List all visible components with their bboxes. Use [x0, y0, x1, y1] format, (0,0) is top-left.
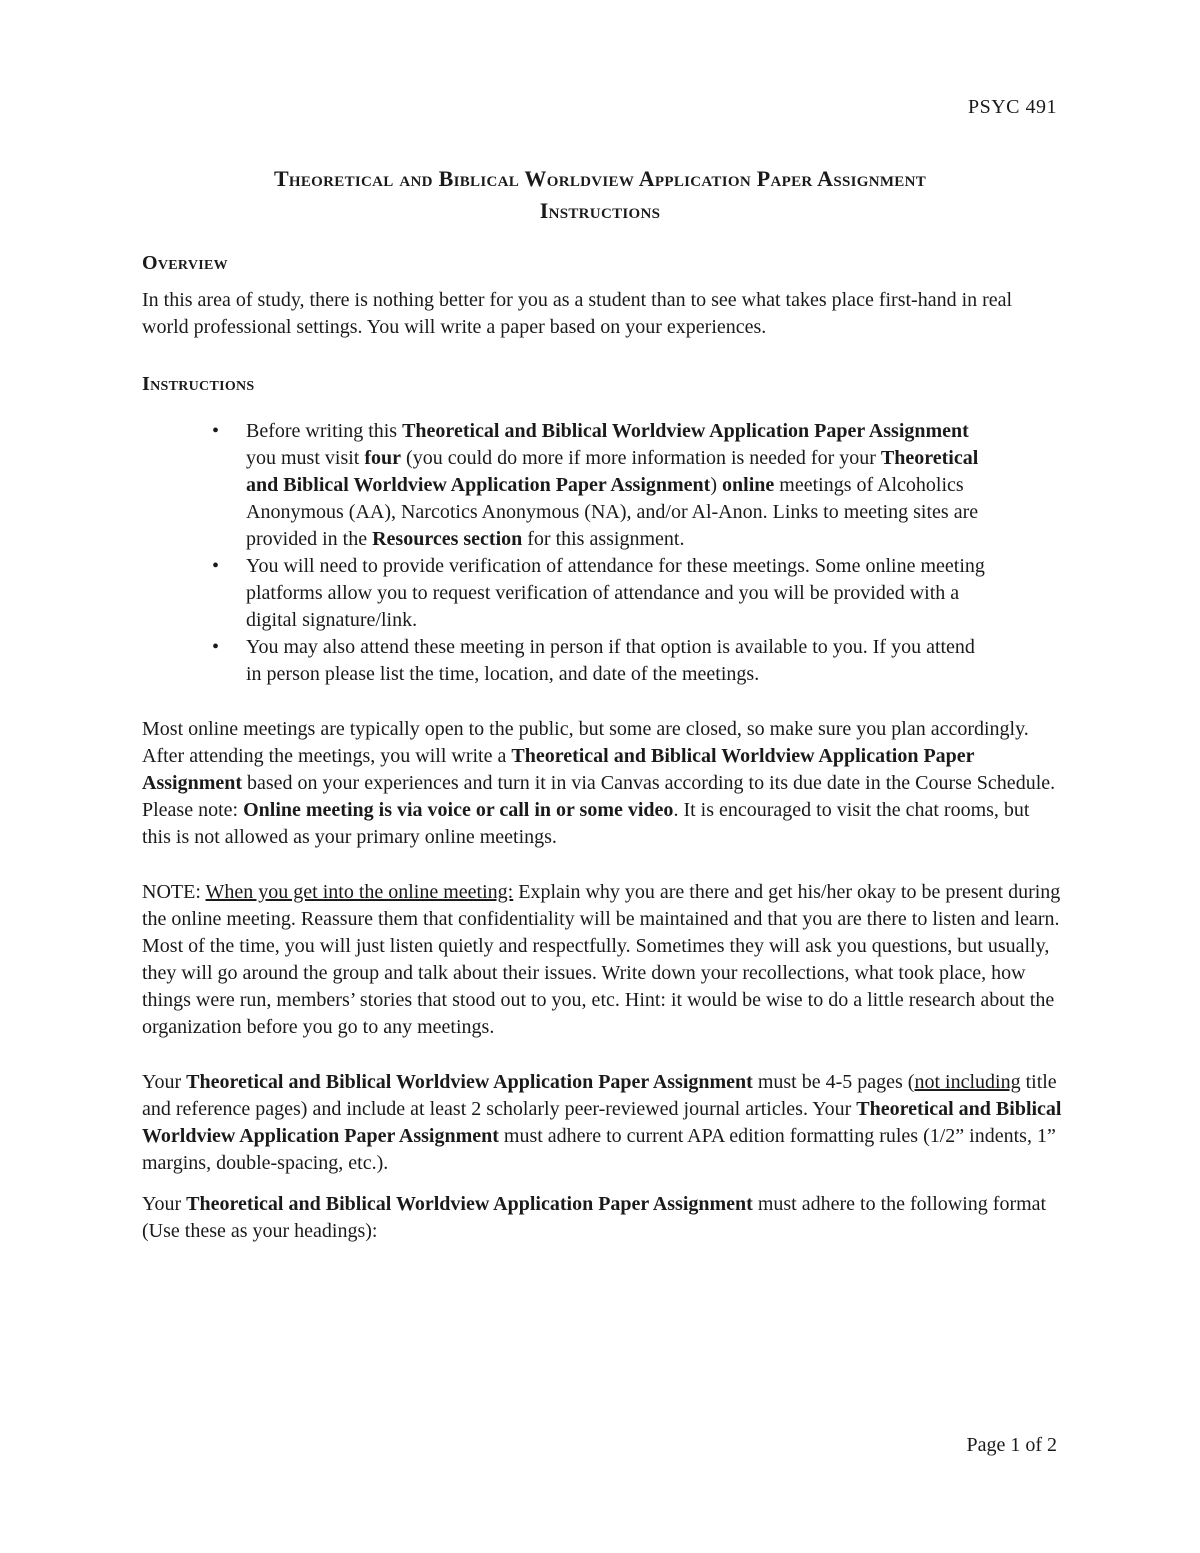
- text-segment: Your: [142, 1071, 187, 1093]
- bold-resources-section: Resources section: [372, 528, 523, 550]
- bullet-text-segment: Before writing this: [246, 420, 403, 442]
- bullet-text-segment: ): [710, 474, 723, 496]
- bold-online: online: [722, 474, 775, 496]
- bold-assignment-name: Theoretical and Biblical Worldview Application Paper Assignment: [186, 1071, 753, 1093]
- underlined-phrase: When you get into the online meeting:: [205, 881, 514, 903]
- bold-online-meeting-note: Online meeting is via voice or call in or some video: [243, 799, 674, 821]
- list-item: [142, 553, 986, 634]
- format-paragraph: [142, 1191, 1062, 1245]
- instructions-bullet-list: [142, 418, 1062, 688]
- text-segment: must adhere to current APA edition formatting rules (1/2” indents, 1” margins, double-spacing, etc.).: [142, 1125, 1056, 1174]
- bold-assignment-name: Theoretical and Biblical Worldview Application Paper Assignment: [246, 447, 979, 496]
- instructions-heading: Instructions: [142, 373, 255, 395]
- bold-four: four: [364, 447, 402, 469]
- bullet-text: You may also attend these meeting in person if that option is available to you. If you attend in person please list the time, location, and date of the meetings.: [246, 636, 975, 685]
- list-item: [142, 634, 986, 688]
- bold-assignment-name: Theoretical and Biblical Worldview Application Paper Assignment: [186, 1193, 753, 1215]
- note-paragraph: [142, 879, 1062, 1041]
- text-segment: Most online meetings are typically open to the public, but some are closed, so make sure you plan accordingly. After attending the meetings, you will write a: [142, 718, 1029, 767]
- bullet-icon: •: [212, 555, 220, 577]
- length-requirements-paragraph: [142, 1069, 1062, 1177]
- text-segment: Explain why you are there and get his/her okay to be present during the online meeting. Reassure them that confidentiality will be maintained and that you are there to listen and learn. Most of the time, you will just listen quietly and respectfully. Sometimes they will ask you questions, but usually, they will go around the group and talk about their issues. Write down your recollections, what took place, how things were run, members’ stories that stood out to you, etc. Hint: it would be wise to do a little research about the organization before you go to any meetings.: [142, 881, 1061, 1038]
- text-segment: NOTE:: [142, 881, 206, 903]
- overview-heading: Overview: [142, 252, 228, 274]
- document-title: [120, 163, 1080, 227]
- text-segment: Your: [142, 1193, 187, 1215]
- page-number-footer: Page 1 of 2: [966, 1434, 1057, 1456]
- text-segment: . It is encouraged to visit the chat rooms, but this is not allowed as your primary online meetings.: [142, 799, 1030, 848]
- overview-paragraph: In this area of study, there is nothing better for you as a student than to see what takes place first-hand in real world professional settings. You will write a paper based on your experiences.: [142, 289, 1013, 338]
- underlined-phrase: not including: [914, 1071, 1021, 1093]
- document-body: [142, 250, 1062, 1245]
- title-line-1: Theoretical and Biblical Worldview Application Paper Assignment: [273, 166, 927, 191]
- text-segment: must adhere to the following format (Use these as your headings):: [142, 1193, 1047, 1242]
- bold-assignment-name: Theoretical and Biblical Worldview Application Paper Assignment: [142, 745, 975, 794]
- bullet-text: You will need to provide verification of attendance for these meetings. Some online meeting platforms allow you to request verification of attendance and you will be provided with a digital signature/link.: [246, 555, 985, 631]
- bold-assignment-name: Theoretical and Biblical Worldview Application Paper Assignment: [142, 1098, 1062, 1147]
- bullet-text-segment: meetings of Alcoholics Anonymous (AA), Narcotics Anonymous (NA), and/or Al-Anon. Links to meeting sites are provided in the: [246, 474, 979, 550]
- text-segment: based on your experiences and turn it in via Canvas according to its due date in the Course Schedule. Please note:: [142, 772, 1056, 821]
- bullet-text-segment: (you could do more if more information is needed for your: [401, 447, 881, 469]
- text-segment: must be 4-5 pages (: [752, 1071, 915, 1093]
- bullet-text-segment: for this assignment.: [522, 528, 685, 550]
- bold-assignment-name: Theoretical and Biblical Worldview Application Paper Assignment: [402, 420, 969, 442]
- text-segment: title and reference pages) and include at least 2 scholarly peer-reviewed journal articles. Your: [142, 1071, 1057, 1120]
- bullet-text-segment: you must visit: [246, 447, 365, 469]
- bullet-icon: •: [212, 420, 220, 442]
- bullet-icon: •: [212, 636, 220, 658]
- course-code-header: PSYC 491: [967, 96, 1057, 118]
- title-line-2: Instructions: [539, 198, 661, 223]
- list-item: [142, 418, 986, 553]
- online-meetings-paragraph: [142, 716, 1062, 851]
